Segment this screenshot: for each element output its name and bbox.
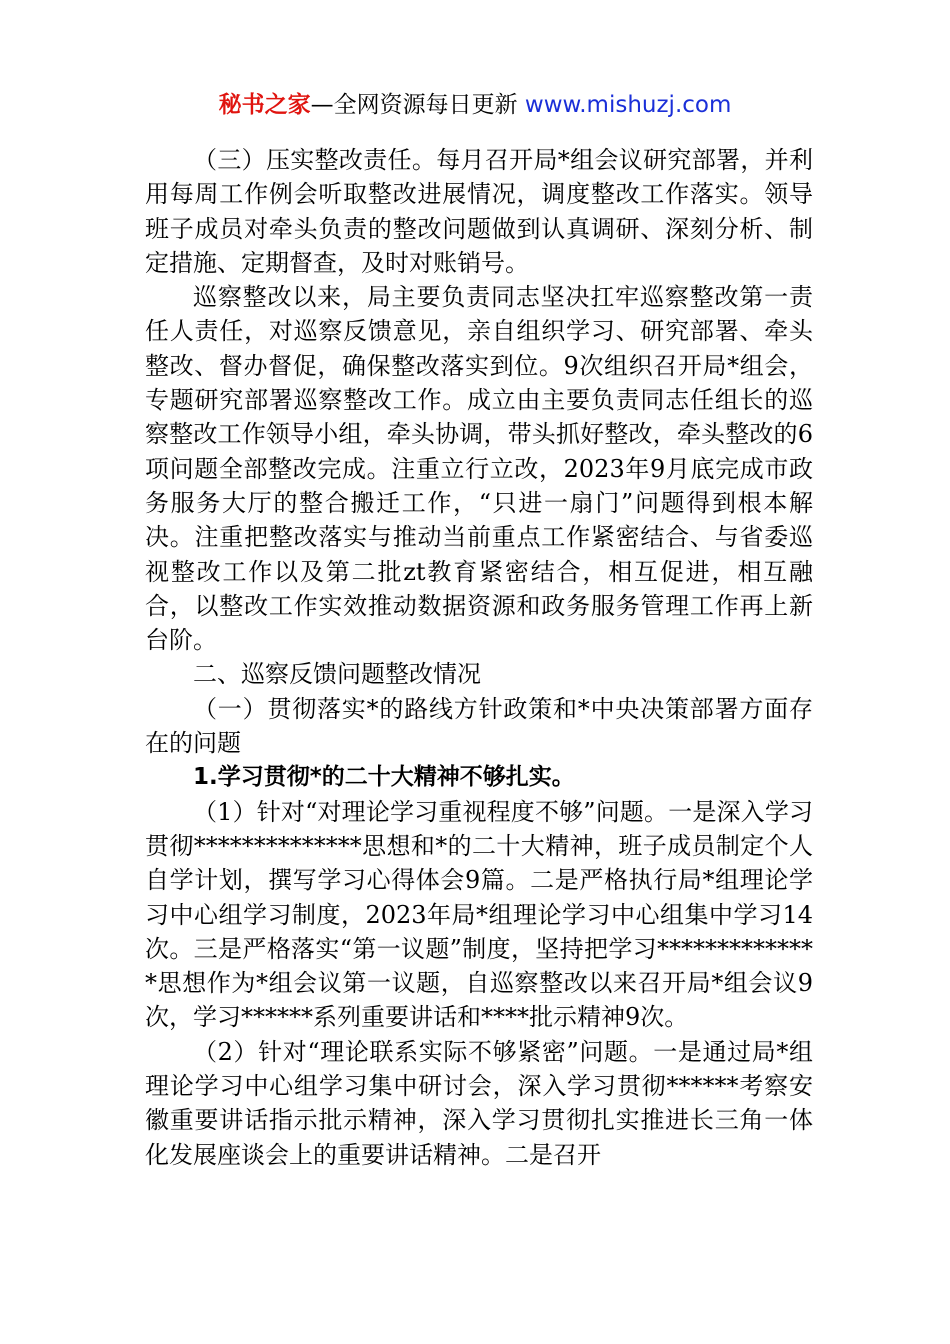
paragraph-item-2: （2）针对“理论联系实际不够紧密”问题。一是通过局*组理论学习中心组学习集中研讨会，深入学习贯彻******考察安徽重要讲话指示批示精神，深入学习贯彻扎实推进长三角一体化发展座谈会上的重要讲话精神。二是召开 bbox=[145, 1037, 813, 1169]
paragraph-item-1: （1）针对“对理论学习重视程度不够”问题。一是深入学习贯彻**************思想和*的二十大精神，班子成员制定个人自学计划，撰写学习心得体会9篇。二是严格执行局*组理论学习中心组学习制度，2023年局*组理论学习中心组集中学习14次。三是严格落实“第一议题”制度，坚持把学习**************思想作为*组会议第一议题，自巡察整改以来召开局*组会议9次，学习******系列重要讲话和****批示精神9次。 bbox=[145, 797, 813, 1032]
document-body bbox=[145, 143, 813, 1172]
site-header bbox=[0, 90, 950, 120]
brand-name: 秘书之家 bbox=[218, 92, 311, 118]
subsection-heading-one: （一）贯彻落实*的路线方针政策和*中央决策部署方面存在的问题 bbox=[145, 694, 813, 758]
header-tagline: —全网资源每日更新 bbox=[310, 92, 525, 118]
paragraph-rectification-summary: 巡察整改以来，局主要负责同志坚决扛牢巡察整改第一责任人责任，对巡察反馈意见，亲自组织学习、研究部署、牵头整改、督办督促，确保整改落实到位。9次组织召开局*组会，专题研究部署巡察整改工作。成立由主要负责同志任组长的巡察整改工作领导小组，牵头协调，带头抓好整改，牵头整改的6项问题全部整改完成。注重立行立改，2023年9月底完成市政务服务大厅的整合搬迁工作，“只进一扇门”问题得到根本解决。注重把整改落实与推动当前重点工作紧密结合、与省委巡视整改工作以及第二批zt教育紧密结合，相互促进，相互融合，以整改工作实效推动数据资源和政务服务管理工作再上新台阶。 bbox=[145, 283, 813, 655]
paragraph-responsibility: （三）压实整改责任。每月召开局*组会议研究部署，并利用每周工作例会听取整改进展情况，调度整改工作落实。领导班子成员对牵头负责的整改问题做到认真调研、深刻分析、制定措施、定期督查，及时对账销号。 bbox=[145, 146, 813, 277]
site-url-link[interactable]: www.mishuzj.com bbox=[524, 92, 732, 118]
section-heading-two: 二、巡察反馈问题整改情况 bbox=[193, 660, 481, 689]
item-heading-one: 1.学习贯彻*的二十大精神不够扎实。 bbox=[193, 764, 575, 791]
